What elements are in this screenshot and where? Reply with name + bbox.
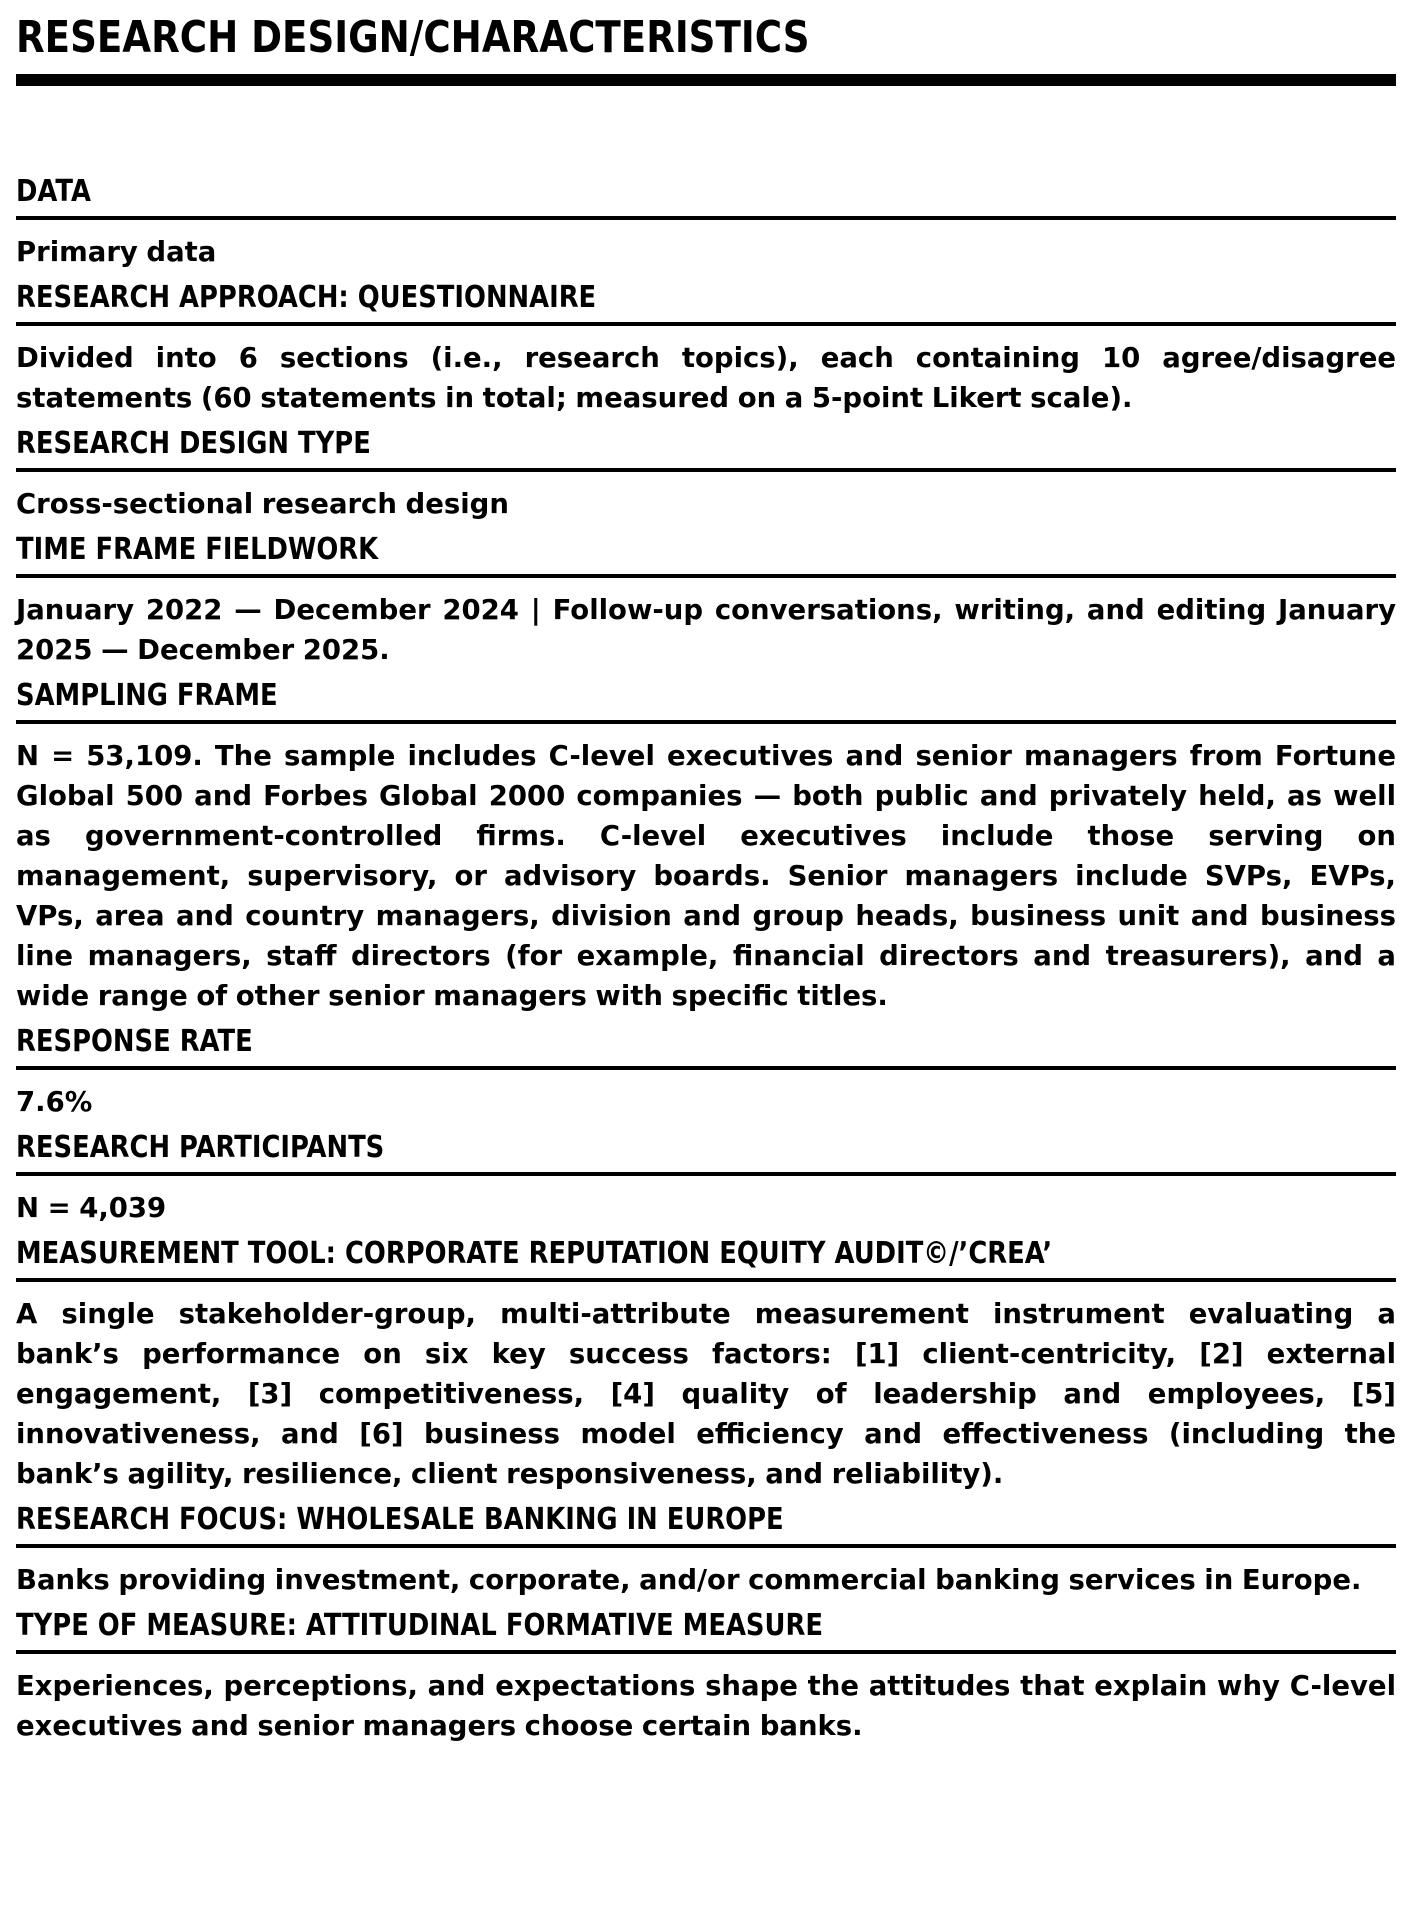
section-divider xyxy=(16,720,1396,724)
section-divider xyxy=(16,1278,1396,1282)
section-research-design-type xyxy=(16,426,1396,524)
document-page xyxy=(16,0,1396,1754)
section-body: A single stakeholder-group, multi-attribute measurement instrument evaluating a bank’s performance on six key success factors: [1] client-centricity, [2] external engagement, [3] competitiveness, [4] quality of leadership and employees, [5] innovativeness, and [6] business model efficiency and effectiveness (including the bank’s agility, resilience, client responsiveness, and reliability). xyxy=(16,1298,1396,1490)
section-response-rate xyxy=(16,1024,1396,1122)
section-sampling-frame xyxy=(16,678,1396,1016)
section-heading: RESEARCH PARTICIPANTS xyxy=(16,1130,385,1165)
section-body: Primary data xyxy=(16,236,217,268)
section-heading: DATA xyxy=(16,174,91,209)
section-divider xyxy=(16,216,1396,220)
section-body: January 2022 — December 2024 | Follow-up conversations, writing, and editing January 2025 — December 2025. xyxy=(16,594,1396,666)
section-divider xyxy=(16,574,1396,578)
document-title: RESEARCH DESIGN/CHARACTERISTICS xyxy=(16,12,810,63)
section-body: Experiences, perceptions, and expectations shape the attitudes that explain why C-level executives and senior managers choose certain banks. xyxy=(16,1670,1396,1742)
section-divider xyxy=(16,1172,1396,1176)
section-research-focus xyxy=(16,1502,1396,1600)
section-divider xyxy=(16,1066,1396,1070)
section-heading: RESPONSE RATE xyxy=(16,1024,253,1059)
section-type-of-measure xyxy=(16,1608,1396,1746)
section-measurement-tool xyxy=(16,1236,1396,1494)
sections-list xyxy=(16,174,1396,1746)
section-heading: RESEARCH DESIGN TYPE xyxy=(16,426,371,461)
section-time-frame xyxy=(16,532,1396,670)
section-heading: RESEARCH APPROACH: QUESTIONNAIRE xyxy=(16,280,597,315)
section-research-participants xyxy=(16,1130,1396,1228)
section-divider xyxy=(16,468,1396,472)
section-body: 7.6% xyxy=(16,1086,93,1118)
section-research-approach xyxy=(16,280,1396,418)
section-divider xyxy=(16,1650,1396,1654)
section-body: Cross-sectional research design xyxy=(16,488,509,520)
section-body: N = 53,109. The sample includes C-level executives and senior managers from Fortune Global 500 and Forbes Global 2000 companies — both public and privately held, as well as government-controlled firms. C-level executives include those serving on management, supervisory, or advisory boards. Senior managers include SVPs, EVPs, VPs, area and country managers, division and group heads, business unit and business line managers, staff directors (for example, financial directors and treasurers), and a wide range of other senior managers with specific titles. xyxy=(16,740,1396,1012)
section-body: N = 4,039 xyxy=(16,1192,167,1224)
section-heading: RESEARCH FOCUS: WHOLESALE BANKING IN EUROPE xyxy=(16,1502,784,1537)
section-data xyxy=(16,174,1396,272)
section-heading: MEASUREMENT TOOL: CORPORATE REPUTATION EQUITY AUDIT©/’CREA’ xyxy=(16,1236,1053,1271)
section-heading: SAMPLING FRAME xyxy=(16,678,278,713)
title-divider xyxy=(16,74,1396,86)
section-divider xyxy=(16,1544,1396,1548)
section-heading: TYPE OF MEASURE: ATTITUDINAL FORMATIVE MEASURE xyxy=(16,1608,823,1643)
section-divider xyxy=(16,322,1396,326)
section-heading: TIME FRAME FIELDWORK xyxy=(16,532,379,567)
section-body: Banks providing investment, corporate, and/or commercial banking services in Europe. xyxy=(16,1564,1362,1596)
section-body: Divided into 6 sections (i.e., research topics), each containing 10 agree/disagree statements (60 statements in total; measured on a 5-point Likert scale). xyxy=(16,342,1396,414)
